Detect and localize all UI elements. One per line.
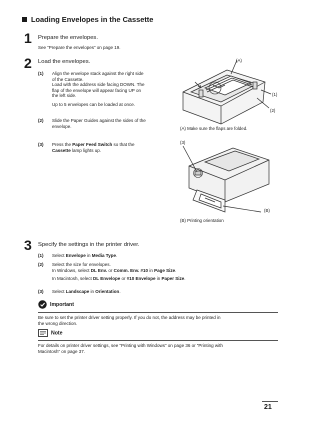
note-divider [38,340,278,341]
step-2-item-3: (3) Press the Paper Feed Switch so that the Cassette lamp lights up. [38,142,135,153]
note-text: For details on printer driver settings, see “Printing with Windows” on page 36 or “Printing with Macintosh” on page 37. [38,343,223,354]
figure-label-b: (B) [264,208,270,213]
figure-2-caption: (B) Printing orientation [180,218,224,223]
step-3-item-3: (3) Select Landscape in Orientation. [38,289,121,294]
section-heading: Loading Envelopes in the Cassette [22,15,153,24]
step-2-number: 2 [24,55,32,71]
step-2-title: Load the envelopes. [38,59,91,65]
step-2-item-2: (2) Slide the Paper Guides against the sides of the envelope. [38,118,146,129]
step-1-number: 1 [24,30,32,46]
paper-feed-switch [195,171,201,175]
paper-guide-left [199,90,203,97]
important-divider [38,312,278,313]
important-icon [38,300,47,309]
page-number: 21 [264,404,272,411]
note-box: Note [38,329,63,337]
step-2-item-1: (1) Align the envelope stack against the right side of the Cassette. Load with the address side facing DOWN. The flap of the envelope will appear facing UP on the left side. Up to 5 envelopes can be loaded at once. [38,71,145,107]
step-3-item-1: (1) Select Envelope in Media Type. [38,253,118,258]
step-1-reference: See “Prepare the envelopes” on page 19. [38,45,121,50]
cassette-envelope-figure [175,52,280,132]
step-3-title: Specify the settings in the printer driver. [38,242,140,248]
figure-label-1: (1) [272,92,278,97]
printer-figure [175,136,275,220]
figure-label-2: (2) [270,108,276,113]
page-number-rule [262,401,278,402]
heading-square-icon [22,17,27,22]
important-text: Be sure to set the printer driver setting properly. If you do not, the address may be printed in the wrong direction. [38,315,221,326]
figure-1-caption: (A) Make sure the flaps are folded. [180,126,248,131]
step-1-title: Prepare the envelopes. [38,35,98,41]
figure-label-a: (A) [236,58,242,63]
step-3-number: 3 [24,237,32,253]
note-icon [38,329,48,337]
paper-guide-right [253,82,257,89]
step-3-item-2: (2) Select the size for envelopes. In Windows, select DL Env. or Comm. Env. #10 in Page Size. In Macintosh, select DL Envelope or #10 Envelope in Paper Size. [38,262,186,282]
figure-label-3: (3) [180,140,186,145]
important-box: Important [38,300,74,309]
